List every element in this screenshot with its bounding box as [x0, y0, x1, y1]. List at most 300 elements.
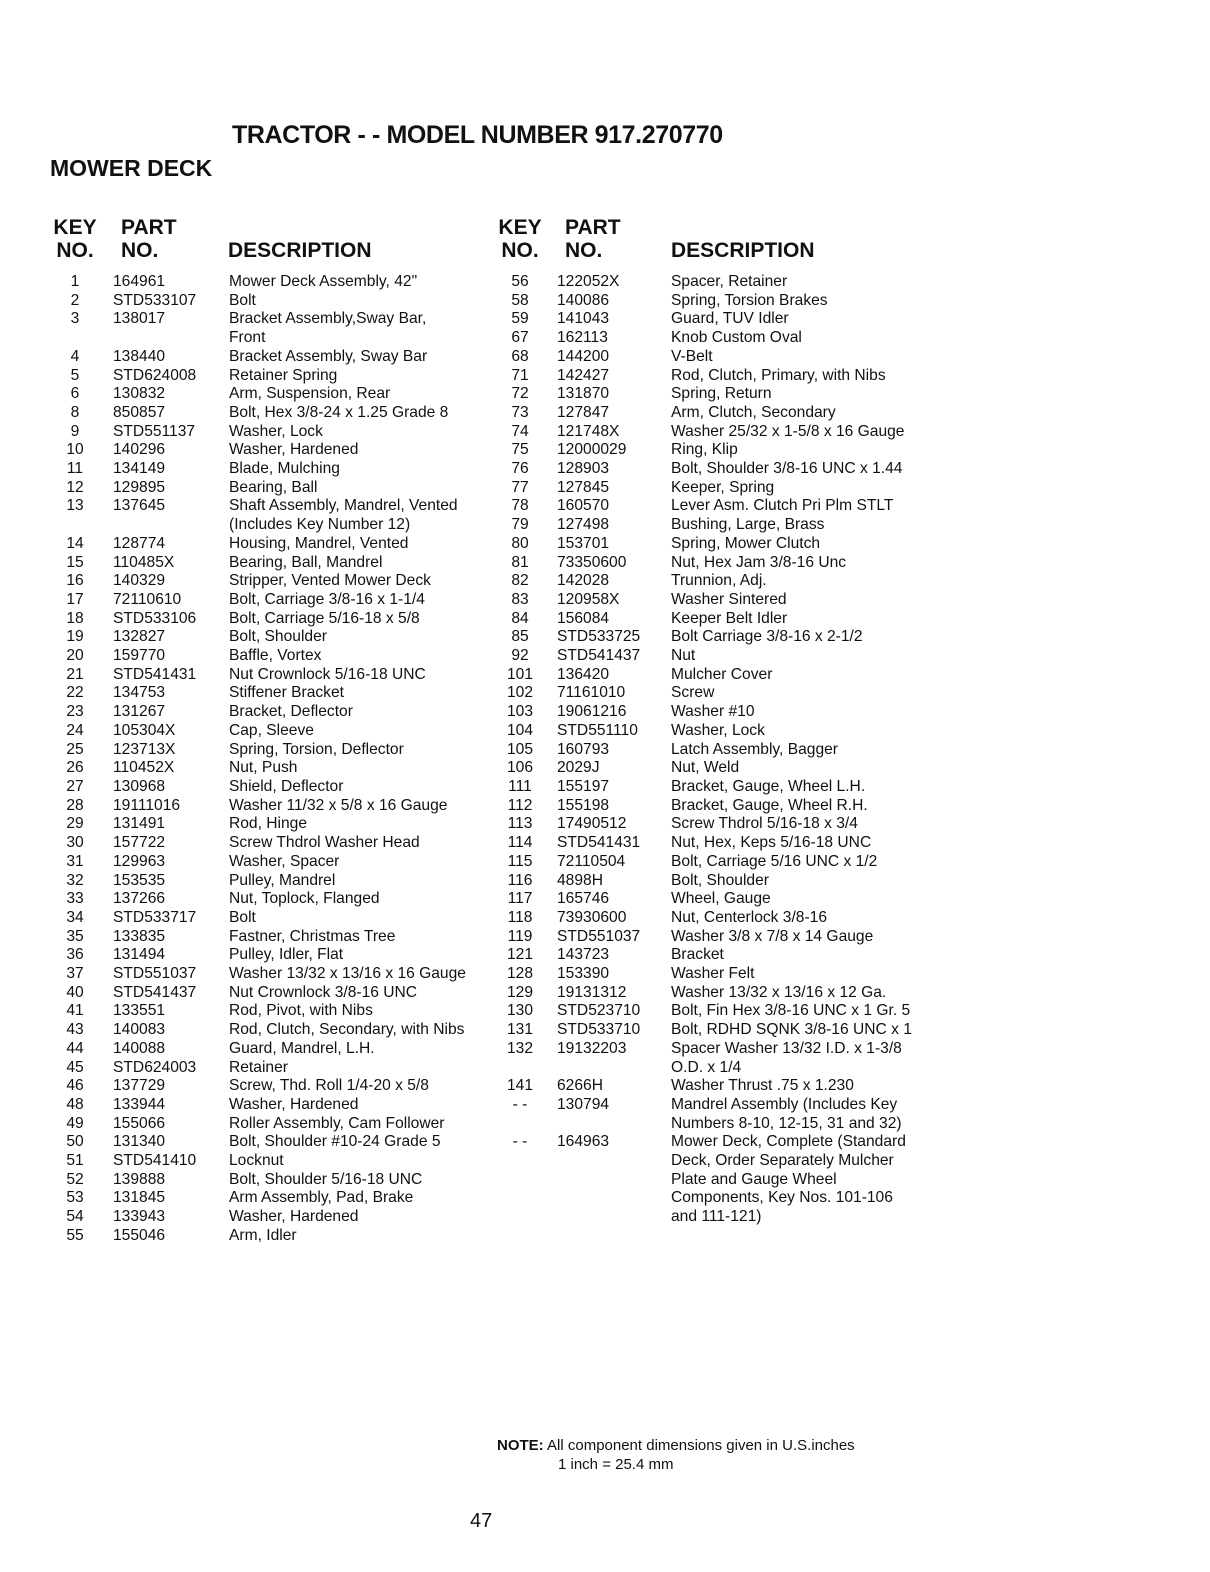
part-description: Bolt, Hex 3/8-24 x 1.25 Grade 8	[229, 403, 449, 421]
part-number: 19132203	[557, 1039, 627, 1057]
part-number: 123713X	[113, 740, 176, 758]
key-number: 82	[511, 572, 529, 590]
key-number: 49	[66, 1114, 84, 1132]
table-row	[485, 310, 916, 329]
key-number: 5	[70, 366, 80, 384]
part-number: 159770	[113, 647, 166, 665]
part-number: 160793	[557, 740, 610, 758]
part-number: 6266H	[557, 1077, 603, 1095]
part-number: 142427	[557, 366, 610, 384]
key-number: 43	[66, 1021, 84, 1039]
table-row	[485, 1077, 916, 1096]
key-number: 129	[506, 983, 534, 1001]
part-number: STD533710	[557, 1021, 641, 1039]
table-row	[485, 591, 916, 610]
part-number: 133835	[113, 927, 166, 945]
key-number: 45	[66, 1058, 84, 1076]
table-row	[40, 946, 467, 965]
key-number: 30	[66, 834, 84, 852]
table-row	[40, 1040, 467, 1059]
key-number: 4	[70, 347, 80, 365]
section-title: MOWER DECK	[50, 155, 213, 181]
table-row	[40, 441, 467, 460]
table-row	[485, 684, 916, 703]
header-part-line1: PART	[121, 216, 177, 239]
table-row	[485, 965, 916, 984]
part-description: Baffle, Vortex	[229, 647, 322, 665]
table-header	[40, 216, 467, 264]
part-description: V-Belt	[671, 347, 713, 365]
key-number: 130	[506, 1002, 534, 1020]
part-number: 164961	[113, 273, 166, 290]
part-number: 142028	[557, 572, 610, 590]
part-description: Nut	[671, 647, 696, 665]
part-description: Blade, Mulching	[229, 460, 340, 478]
part-description: Bushing, Large, Brass	[671, 516, 825, 534]
key-number: 75	[511, 441, 529, 459]
part-description: Bolt, Fin Hex 3/8-16 UNC x 1 Gr. 5	[671, 1002, 911, 1020]
part-number: 131494	[113, 946, 166, 964]
part-number: 131870	[557, 385, 610, 403]
table-row	[485, 385, 916, 404]
key-number: 141	[506, 1077, 534, 1095]
part-description: Spring, Mower Clutch	[671, 534, 821, 552]
table-row	[485, 815, 916, 834]
table-row	[485, 872, 916, 891]
key-number: 74	[511, 422, 529, 440]
part-description: Washer, Hardened	[229, 1095, 359, 1113]
table-row	[485, 1096, 916, 1133]
part-number: 131267	[113, 703, 166, 721]
key-number: 37	[66, 965, 84, 983]
part-number: 110452X	[113, 759, 175, 777]
table-row	[40, 479, 467, 498]
key-number: 14	[66, 534, 84, 552]
part-description: Washer 13/32 x 13/16 x 12 Ga.	[671, 983, 887, 1001]
table-body	[485, 273, 916, 1227]
part-description: Nut Crownlock 3/8-16 UNC	[229, 983, 418, 1001]
key-number: 131	[506, 1021, 534, 1039]
dimension-note	[497, 1436, 855, 1474]
table-row	[40, 628, 467, 647]
table-row	[485, 741, 916, 760]
key-number: 71	[511, 366, 529, 384]
table-row	[40, 1002, 467, 1021]
part-description: Roller Assembly, Cam Follower	[229, 1114, 445, 1132]
part-description: Bolt, Carriage 5/16-18 x 5/8	[229, 609, 420, 627]
part-number: STD523710	[557, 1002, 641, 1020]
part-number: STD551137	[113, 422, 196, 440]
part-number: 12000029	[557, 441, 627, 459]
part-number: STD541437	[113, 983, 197, 1001]
part-number: 140088	[113, 1039, 166, 1057]
table-row	[40, 1208, 467, 1227]
part-number: 129895	[113, 478, 166, 496]
key-number: 48	[66, 1095, 84, 1113]
part-description: Nut, Weld	[671, 759, 740, 777]
part-number: 71161010	[557, 684, 626, 702]
part-description: Spacer Washer 13/32 I.D. x 1-3/8 O.D. x 1/4	[671, 1039, 902, 1076]
key-number: 117	[507, 890, 533, 908]
table-row	[40, 815, 467, 834]
part-number: 140329	[113, 572, 166, 590]
table-row	[40, 834, 467, 853]
part-number: 157722	[113, 834, 166, 852]
key-number: 41	[66, 1002, 84, 1020]
part-description: Bolt, RDHD SQNK 3/8-16 UNC x 1	[671, 1021, 912, 1039]
table-row	[40, 647, 467, 666]
part-description: Washer #10	[671, 703, 755, 721]
part-description: Bracket	[671, 946, 724, 964]
table-row	[485, 441, 916, 460]
key-number: 112	[507, 796, 533, 814]
page-title: TRACTOR - - MODEL NUMBER 917.270770	[232, 121, 723, 149]
key-number: 72	[511, 385, 529, 403]
part-number: STD624008	[113, 366, 197, 384]
part-description: Rod, Hinge	[229, 815, 308, 833]
header-description: DESCRIPTION	[671, 239, 815, 262]
table-row	[40, 1096, 467, 1115]
part-description: Bolt, Shoulder	[671, 871, 769, 889]
parts-table-right	[485, 216, 916, 1227]
table-row	[485, 1021, 916, 1040]
table-row	[40, 610, 467, 629]
key-number: 12	[66, 478, 84, 496]
table-row	[485, 628, 916, 647]
table-row	[485, 647, 916, 666]
part-number: 131491	[113, 815, 166, 833]
part-description: Washer, Spacer	[229, 852, 340, 870]
table-body	[40, 273, 467, 1246]
table-row	[485, 273, 916, 292]
table-row	[485, 984, 916, 1003]
key-number: 29	[66, 815, 84, 833]
part-number: 121748X	[557, 422, 620, 440]
part-description: Bracket Assembly,Sway Bar, Front	[229, 310, 427, 347]
table-row	[40, 572, 467, 591]
part-description: Retainer Spring	[229, 366, 338, 384]
table-row	[485, 928, 916, 947]
part-description: Guard, TUV Idler	[671, 310, 789, 328]
part-description: Mower Deck Assembly, 42"	[229, 273, 418, 290]
part-number: 162113	[557, 329, 608, 347]
table-row	[40, 460, 467, 479]
part-number: 19061216	[557, 703, 627, 721]
table-row	[485, 703, 916, 722]
table-row	[40, 404, 467, 423]
part-number: 140296	[113, 441, 166, 459]
table-row	[40, 273, 467, 292]
part-description: Washer Felt	[671, 965, 755, 983]
header-key-line1: KEY	[498, 216, 542, 239]
table-row	[485, 778, 916, 797]
table-row	[485, 348, 916, 367]
table-row	[485, 853, 916, 872]
table-row	[40, 684, 467, 703]
key-number: 119	[507, 927, 533, 945]
table-row	[485, 423, 916, 442]
part-number: 73350600	[557, 553, 627, 571]
key-number: 27	[66, 777, 84, 795]
key-number: 10	[66, 441, 84, 459]
table-row	[485, 722, 916, 741]
key-number: - -	[512, 1095, 528, 1113]
key-number: 15	[66, 553, 84, 571]
part-number: STD551037	[557, 927, 641, 945]
part-description: Washer 11/32 x 5/8 x 16 Gauge	[229, 796, 448, 814]
key-number: 35	[66, 927, 84, 945]
part-number: 17490512	[557, 815, 627, 833]
part-number: 153535	[113, 871, 166, 889]
part-number: 155197	[557, 777, 610, 795]
part-number: STD533106	[113, 609, 197, 627]
part-number: 4898H	[557, 871, 603, 889]
key-number: 13	[66, 497, 84, 515]
table-row	[40, 872, 467, 891]
table-row	[40, 1189, 467, 1208]
part-description: Spring, Torsion Brakes	[671, 291, 828, 309]
key-number: 8	[70, 403, 80, 421]
key-number: 40	[66, 983, 84, 1001]
key-number: 101	[506, 665, 534, 683]
part-description: Arm, Idler	[229, 1226, 297, 1244]
key-number: 68	[511, 347, 529, 365]
key-number: 11	[66, 460, 84, 478]
part-number: 164963	[557, 1133, 610, 1151]
key-number: 58	[511, 291, 529, 309]
key-number: 31	[66, 852, 84, 870]
part-number: 19131312	[557, 983, 627, 1001]
key-number: 81	[511, 553, 529, 571]
part-description: Nut, Toplock, Flanged	[229, 890, 380, 908]
part-number: 140083	[113, 1021, 166, 1039]
part-number: STD551110	[557, 721, 638, 739]
table-row	[485, 759, 916, 778]
part-description: Bolt, Carriage 5/16 UNC x 1/2	[671, 852, 878, 870]
key-number: 53	[66, 1189, 84, 1207]
part-description: Screw, Thd. Roll 1/4-20 x 5/8	[229, 1077, 429, 1095]
part-number: 133943	[113, 1208, 166, 1226]
table-row	[40, 1227, 467, 1246]
part-description: Stripper, Vented Mower Deck	[229, 572, 431, 590]
part-description: Shield, Deflector	[229, 777, 344, 795]
part-number: STD541410	[113, 1152, 197, 1170]
part-description: Washer 13/32 x 13/16 x 16 Gauge	[229, 965, 466, 983]
key-number: 9	[70, 422, 80, 440]
table-row	[40, 497, 467, 534]
part-number: 140086	[557, 291, 610, 309]
part-number: 155198	[557, 796, 610, 814]
part-description: Mulcher Cover	[671, 665, 773, 683]
part-number: 133944	[113, 1095, 166, 1113]
header-part-line2: NO.	[121, 239, 159, 262]
part-description: Stiffener Bracket	[229, 684, 344, 702]
key-number: 34	[66, 908, 84, 926]
key-number: 105	[506, 740, 534, 758]
part-number: 127847	[557, 403, 610, 421]
key-number: 54	[66, 1208, 84, 1226]
part-description: Housing, Mandrel, Vented	[229, 534, 409, 552]
part-description: Bolt Carriage 3/8-16 x 2-1/2	[671, 628, 863, 646]
part-description: Washer Thrust .75 x 1.230	[671, 1077, 854, 1095]
part-description: Mower Deck, Complete (Standard Deck, Order Separately Mulcher Plate and Gauge Wheel Components, Key Nos. 101-106 and 111-121)	[671, 1133, 906, 1226]
part-number: STD541431	[557, 834, 641, 852]
part-number: 136420	[557, 665, 610, 683]
part-number: 138017	[113, 310, 166, 328]
key-number: 21	[66, 665, 84, 683]
key-number: 36	[66, 946, 84, 964]
part-description: Washer, Lock	[229, 422, 323, 440]
key-number: 79	[511, 516, 529, 534]
part-number: 137645	[113, 497, 166, 515]
part-number: 165746	[557, 890, 610, 908]
table-row	[40, 423, 467, 442]
part-description: Cap, Sleeve	[229, 721, 314, 739]
table-row	[40, 759, 467, 778]
part-description: Bolt, Shoulder	[229, 628, 327, 646]
table-row	[40, 1152, 467, 1171]
table-row	[485, 797, 916, 816]
table-row	[485, 497, 916, 516]
key-number: 106	[506, 759, 534, 777]
key-number: 80	[511, 534, 529, 552]
part-number: 130832	[113, 385, 166, 403]
part-description: Spacer, Retainer	[671, 273, 788, 290]
table-row	[40, 778, 467, 797]
note-line-2: 1 inch = 25.4 mm	[558, 1456, 674, 1473]
part-description: Bolt, Shoulder 5/16-18 UNC	[229, 1170, 423, 1188]
part-description: Bolt, Carriage 3/8-16 x 1-1/4	[229, 590, 425, 608]
table-row	[40, 928, 467, 947]
part-description: Trunnion, Adj.	[671, 572, 767, 590]
part-description: Rod, Clutch, Secondary, with Nibs	[229, 1021, 465, 1039]
table-row	[485, 610, 916, 629]
part-description: Arm, Suspension, Rear	[229, 385, 391, 403]
key-number: 6	[70, 385, 80, 403]
part-description: Spring, Return	[671, 385, 772, 403]
key-number: 111	[508, 777, 532, 795]
part-description: Washer Sintered	[671, 590, 787, 608]
part-number: 134753	[113, 684, 166, 702]
key-number: - -	[512, 1133, 528, 1151]
table-row	[40, 554, 467, 573]
key-number: 20	[66, 647, 84, 665]
table-row	[40, 1171, 467, 1190]
key-number: 76	[511, 460, 529, 478]
part-number: 156084	[557, 609, 610, 627]
part-number: 131845	[113, 1189, 166, 1207]
key-number: 113	[507, 815, 533, 833]
table-row	[485, 535, 916, 554]
key-number: 118	[507, 908, 533, 926]
part-description: Lever Asm. Clutch Pri Plm STLT	[671, 497, 894, 515]
part-description: Bolt	[229, 908, 256, 926]
table-row	[40, 535, 467, 554]
part-description: Washer, Hardened	[229, 441, 359, 459]
key-number: 121	[506, 946, 534, 964]
part-number: 130794	[557, 1095, 610, 1113]
part-description: Washer 25/32 x 1-5/8 x 16 Gauge	[671, 422, 905, 440]
key-number: 73	[511, 403, 529, 421]
part-description: Retainer	[229, 1058, 288, 1076]
table-row	[40, 292, 467, 311]
part-number: 138440	[113, 347, 166, 365]
part-description: Washer, Lock	[671, 721, 765, 739]
part-number: STD533725	[557, 628, 641, 646]
part-description: Nut, Push	[229, 759, 298, 777]
part-number: 128903	[557, 460, 610, 478]
table-header	[485, 216, 916, 264]
page-number: 47	[470, 1510, 493, 1532]
header-part-line2: NO.	[565, 239, 603, 262]
part-description: Rod, Clutch, Primary, with Nibs	[671, 366, 886, 384]
part-number: STD541431	[113, 665, 197, 683]
part-number: 127498	[557, 516, 610, 534]
table-row	[485, 1002, 916, 1021]
key-number: 104	[506, 721, 534, 739]
key-number: 52	[66, 1170, 84, 1188]
key-number: 46	[66, 1077, 84, 1095]
part-number: 129963	[113, 852, 166, 870]
header-key-line1: KEY	[53, 216, 97, 239]
part-number: 137729	[113, 1077, 166, 1095]
table-row	[40, 722, 467, 741]
table-row	[40, 1077, 467, 1096]
part-description: Screw Thdrol 5/16-18 x 3/4	[671, 815, 858, 833]
key-number: 17	[66, 590, 84, 608]
part-description: Bearing, Ball, Mandrel	[229, 553, 383, 571]
part-number: 110485X	[113, 553, 175, 571]
key-number: 33	[66, 890, 84, 908]
table-row	[485, 292, 916, 311]
key-number: 56	[511, 273, 529, 290]
part-number: 72110610	[113, 590, 182, 608]
part-description: Rod, Pivot, with Nibs	[229, 1002, 373, 1020]
table-row	[485, 666, 916, 685]
part-number: STD541437	[557, 647, 641, 665]
part-number: 120958X	[557, 590, 620, 608]
part-description: Keeper, Spring	[671, 478, 775, 496]
table-row	[40, 909, 467, 928]
table-row	[485, 479, 916, 498]
key-number: 23	[66, 703, 84, 721]
table-row	[40, 1021, 467, 1040]
table-row	[485, 1133, 916, 1227]
part-number: 128774	[113, 534, 166, 552]
note-label: NOTE:	[497, 1437, 544, 1454]
table-row	[485, 909, 916, 928]
part-description: Nut Crownlock 5/16-18 UNC	[229, 665, 426, 683]
key-number: 32	[66, 871, 84, 889]
part-description: Latch Assembly, Bagger	[671, 740, 839, 758]
part-number: 137266	[113, 890, 166, 908]
part-description: Nut, Centerlock 3/8-16	[671, 908, 828, 926]
table-row	[485, 329, 916, 348]
part-description: Locknut	[229, 1152, 284, 1170]
key-number: 83	[511, 590, 529, 608]
key-number: 25	[66, 740, 84, 758]
part-description: Arm, Clutch, Secondary	[671, 403, 836, 421]
table-row	[40, 890, 467, 909]
key-number: 28	[66, 796, 84, 814]
key-number: 51	[66, 1152, 84, 1170]
part-description: Nut, Hex Jam 3/8-16 Unc	[671, 553, 847, 571]
part-description: Bolt, Shoulder #10-24 Grade 5	[229, 1133, 441, 1151]
part-description: Keeper Belt Idler	[671, 609, 788, 627]
part-description: Wheel, Gauge	[671, 890, 771, 908]
part-description: Bearing, Ball	[229, 478, 318, 496]
part-number: STD533717	[113, 908, 197, 926]
